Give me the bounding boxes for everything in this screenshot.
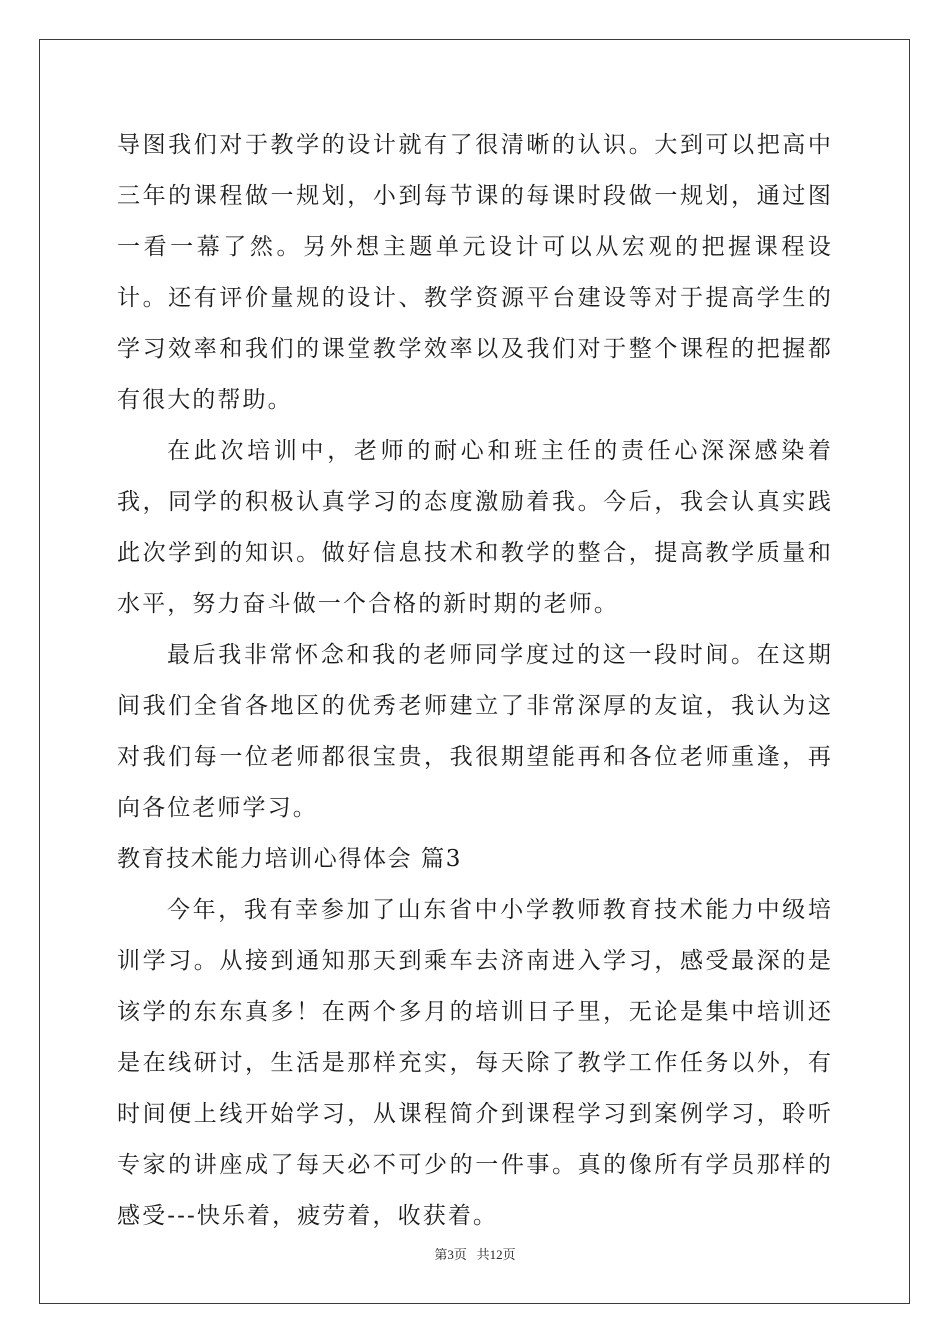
paragraph-3: 最后我非常怀念和我的老师同学度过的这一段时间。在这期间我们全省各地区的优秀老师建立了非常深厚的友谊，我认为这对我们每一位老师都很宝贵，我很期望能再和各位老师重逢，再向各位老师学习。 [117, 642, 833, 821]
paragraph-4: 今年，我有幸参加了山东省中小学教师教育技术能力中级培训学习。从接到通知那天到乘车去济南进入学习，感受最深的是该学的东东真多！在两个多月的培训日子里，无论是集中培训还是在线研讨，生活是那样充实，每天除了教学工作任务以外，有时间便上线开始学习，从课程简介到课程学习到案例学习，聆听专家的讲座成了每天必不可少的一件事。真的像所有学员那样的感受---快乐着，疲劳着，收获着。 [117, 897, 833, 1229]
section-heading: 教育技术能力培训心得体会 篇3 [117, 846, 462, 872]
paragraph-1: 导图我们对于教学的设计就有了很清晰的认识。大到可以把高中三年的课程做一规划，小到每节课的每课时段做一规划，通过图一看一幕了然。另外想主题单元设计可以从宏观的把握课程设计。还有评价量规的设计、教学资源平台建设等对于提高学生的学习效率和我们的课堂教学效率以及我们对于整个课程的把握都有很大的帮助。 [117, 132, 833, 413]
page-total: 共12页 [476, 1247, 516, 1262]
document-body [117, 120, 833, 1242]
paragraph-2: 在此次培训中，老师的耐心和班主任的责任心深深感染着我，同学的积极认真学习的态度激励着我。今后，我会认真实践此次学到的知识。做好信息技术和教学的整合，提高教学质量和水平，努力奋斗做一个合格的新时期的老师。 [117, 438, 833, 617]
page-footer [0, 1244, 950, 1263]
page-number: 第3页 [434, 1247, 467, 1262]
